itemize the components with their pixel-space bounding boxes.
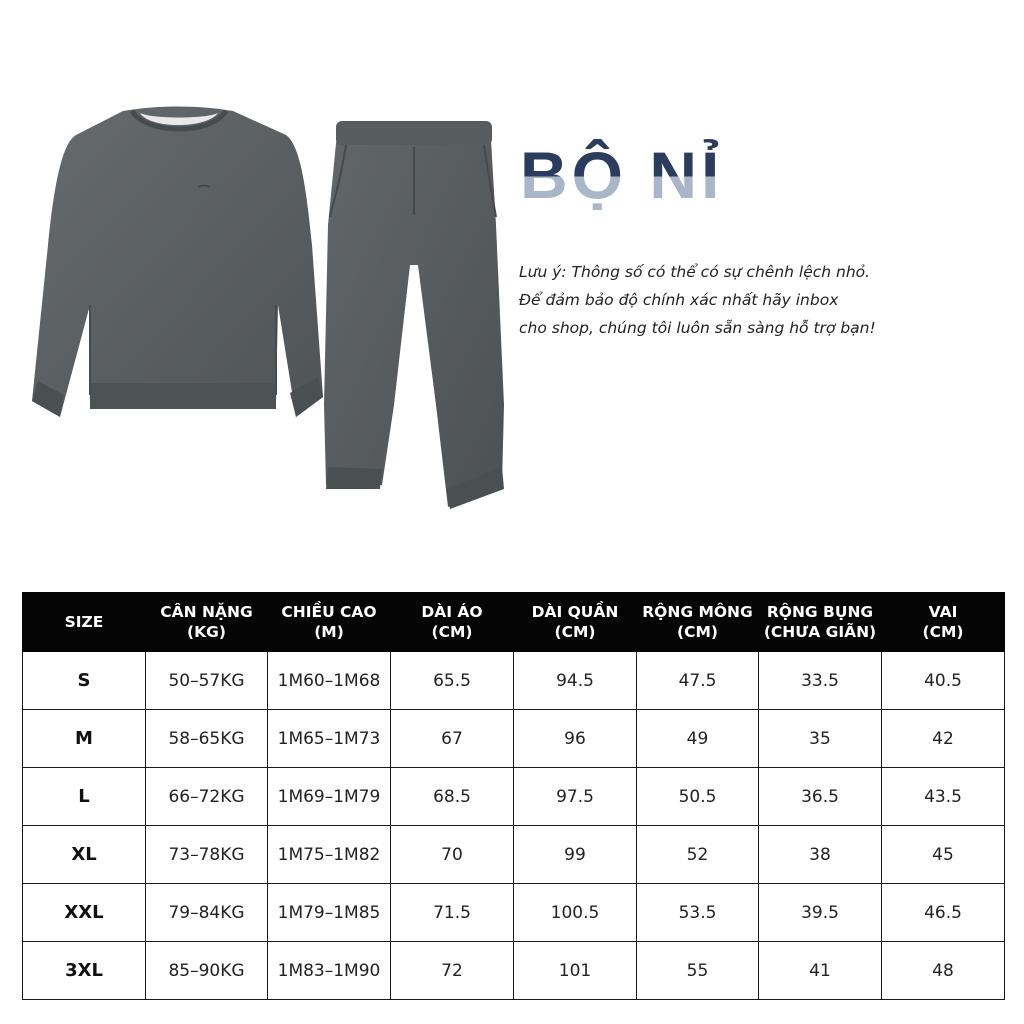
disclaimer-note (519, 258, 959, 342)
table-cell: 41 (759, 942, 882, 1000)
table-cell: 1M79–1M85 (268, 884, 391, 942)
table-cell: 1M83–1M90 (268, 942, 391, 1000)
column-header-label: DÀI QUẦN (531, 603, 619, 621)
size-cell: L (23, 768, 146, 826)
size-cell: XXL (23, 884, 146, 942)
table-cell: 101 (514, 942, 637, 1000)
column-header-unit: (CM) (677, 623, 718, 641)
column-header-unit: (CM) (431, 623, 473, 641)
table-cell: 67 (391, 710, 514, 768)
table-cell: 100.5 (514, 884, 637, 942)
table-cell: 97.5 (514, 768, 637, 826)
table-cell: 99 (514, 826, 637, 884)
table-row (23, 652, 1005, 710)
table-cell: 45 (882, 826, 1005, 884)
sweatshirt-image (32, 107, 323, 418)
column-header-unit: (M) (314, 623, 344, 641)
product-image (28, 105, 518, 525)
column-header-unit: (CM) (554, 623, 596, 641)
table-cell: 53.5 (637, 884, 759, 942)
table-cell: 68.5 (391, 768, 514, 826)
column-header-label: DÀI ÁO (421, 603, 483, 621)
pants-image (324, 121, 504, 509)
table-cell: 47.5 (637, 652, 759, 710)
table-cell: 1M65–1M73 (268, 710, 391, 768)
table-cell: 35 (759, 710, 882, 768)
column-header (391, 593, 514, 652)
table-cell: 71.5 (391, 884, 514, 942)
table-cell: 1M60–1M68 (268, 652, 391, 710)
table-cell: 43.5 (882, 768, 1005, 826)
size-cell: M (23, 710, 146, 768)
column-header-label: CÂN NẶNG (160, 603, 253, 621)
table-cell: 96 (514, 710, 637, 768)
table-cell: 66–72KG (146, 768, 268, 826)
table-cell: 39.5 (759, 884, 882, 942)
column-header (514, 593, 637, 652)
column-header-label: VAI (928, 603, 958, 621)
table-row (23, 826, 1005, 884)
column-header (268, 593, 391, 652)
note-line-3: cho shop, chúng tôi luôn sẵn sàng hỗ trợ bạn! (519, 319, 876, 337)
column-header (637, 593, 759, 652)
table-cell: 52 (637, 826, 759, 884)
table-cell: 50.5 (637, 768, 759, 826)
table-row (23, 942, 1005, 1000)
table-cell: 85–90KG (146, 942, 268, 1000)
column-header (146, 593, 268, 652)
table-cell: 73–78KG (146, 826, 268, 884)
table-cell: 1M69–1M79 (268, 768, 391, 826)
note-line-1: Lưu ý: Thông số có thể có sự chênh lệch nhỏ. (519, 263, 871, 281)
size-chart-table (22, 592, 1005, 1000)
table-cell: 58–65KG (146, 710, 268, 768)
column-header-label: CHIỀU CAO (281, 603, 377, 621)
size-cell: XL (23, 826, 146, 884)
table-cell: 49 (637, 710, 759, 768)
table-cell: 48 (882, 942, 1005, 1000)
column-header-label: RỘNG BỤNG (766, 603, 874, 621)
title-text: BỘ NỈ (520, 138, 724, 210)
table-cell: 65.5 (391, 652, 514, 710)
table-cell: 38 (759, 826, 882, 884)
table-cell: 36.5 (759, 768, 882, 826)
table-cell: 46.5 (882, 884, 1005, 942)
table-cell: 72 (391, 942, 514, 1000)
size-cell: 3XL (23, 942, 146, 1000)
table-header-row (23, 593, 1005, 652)
table-cell: 40.5 (882, 652, 1005, 710)
size-cell: S (23, 652, 146, 710)
table-row (23, 884, 1005, 942)
column-header (759, 593, 882, 652)
table-cell: 94.5 (514, 652, 637, 710)
table-cell: 79–84KG (146, 884, 268, 942)
table-cell: 33.5 (759, 652, 882, 710)
table-row (23, 768, 1005, 826)
table-cell: 1M75–1M82 (268, 826, 391, 884)
column-header-unit: (CM) (922, 623, 964, 641)
column-header (882, 593, 1005, 652)
table-cell: 42 (882, 710, 1005, 768)
table-cell: 50–57KG (146, 652, 268, 710)
column-header-unit: (CHƯA GIÃN) (763, 623, 877, 641)
page-title (520, 130, 820, 210)
column-header-label: RỘNG MÔNG (642, 603, 753, 621)
column-header-label: SIZE (64, 613, 104, 631)
table-row (23, 710, 1005, 768)
table-cell: 70 (391, 826, 514, 884)
column-header (23, 593, 146, 652)
column-header-unit: (KG) (187, 623, 226, 641)
table-cell: 55 (637, 942, 759, 1000)
note-line-2: Để đảm bảo độ chính xác nhất hãy inbox (519, 291, 839, 309)
